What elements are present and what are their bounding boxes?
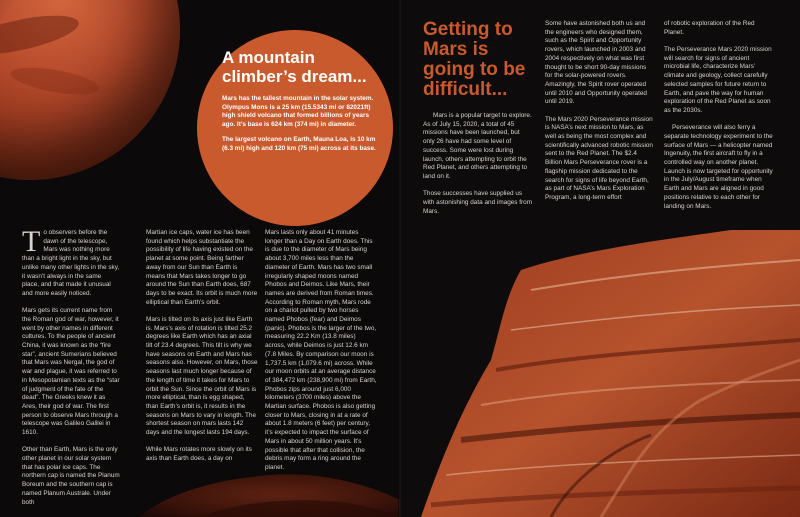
page-gutter	[398, 0, 402, 517]
body-paragraph: of robotic exploration of the Red Planet.	[664, 20, 755, 36]
mars-surface-marbled-image	[401, 230, 800, 517]
callout-title: A mountain climber’s dream...	[222, 48, 367, 86]
section-title: Getting to Mars is going to be difficult...	[423, 19, 526, 100]
drop-cap: T	[22, 225, 41, 258]
body-paragraph: Some have astonished both us and the engineers who designed them, such as the Spirit and Opportunity rovers, which launched in 2003 and 2004 respectively on what was first thought to be short 90-day missions for the solar-powered rovers. Amazingly, the Spirit rover operated until 2010 and Opportunity operated until 2019.	[545, 20, 647, 106]
body-paragraph: Mars lasts only about 41 minutes longer than a Day on Earth does. This is due to the diameter of Mars being about 3,700 miles less than the diameter of Earth. Mars has two small irregularly shaped moons named Phobos and Deimos. Like Mars, their names are derived from Roman times. According to Roman myth, Mars rode on a chariot pulled by two horses named Phobos (fear) and Deimos (panic). Phobos is the larger of the two, measuring 22.2 Km (13.8 miles) across, while Deimos is just 12.6 km (7.8 Miles. By comparison our moon is 1,737.5 km (1,079.6 mi) across. While our moon orbits at an average distance of 384,472 km (238,900 mi) from Earth, Phobos zips around just 6,000 kilometers (3700 miles) above the Martian surface. Phobos is also getting closer to Mars, closing in at a rate of about 1.8 meters (6 feet) per century, it’s expected to impact the surface of Mars in about 50 million years. It’s possible that after that collision, the debris may form a ring around the planet.	[265, 229, 377, 471]
body-paragraph: Those successes have supplied us with astonishing data and images from Mars.	[423, 190, 533, 215]
body-paragraph: Mars gets its current name from the Roman god of war, however, it went by other names in different cultures. To the people of ancient China, it was known as the “fire star”, ancient Sumerians believed that Mars was Nergal, the god of war and plague, it was referred to in Mesopotamian texts as the “star of judgment of the fate of the dead”. The Greeks knew it as Ares, their god of war. The first person to observe Mars through a telescope was Galileo Galilei in 1610.	[22, 307, 120, 437]
mars-planet-image	[0, 0, 180, 180]
body-paragraph: Other than Earth, Mars is the only other planet in our solar system that has polar ice caps. The northern cap is named the Planum Boreum and the southern cap is named Planum Australe. Under both	[22, 446, 120, 506]
body-paragraph: Martian ice caps, water ice has been found which helps substantiate the possibility of life having existed on the planet at some point. Being farther away from our Sun than Earth is means that Mars takes longer to go around the Sun than Earth does, 687 days to be exact. Its orbit is much more elliptical than Earth’s orbit.	[146, 229, 258, 306]
right-column-3	[664, 20, 776, 220]
left-column-1	[22, 225, 120, 516]
body-paragraph: The Mars 2020 Perseverance mission is NASA’s next mission to Mars, as well as being the most complex and scientifically advanced robotic mission sent to the Red Planet. The $2.4 Billion Mars Perseverance rover is a flagship mission dedicated to the search for signs of life beyond Earth, as part of NASA’s Mars Exploration Program, a long-term effort	[545, 115, 653, 201]
callout-body	[222, 95, 380, 161]
left-column-2	[146, 229, 258, 472]
body-paragraph: The Perseverance Mars 2020 mission will search for signs of ancient microbial life, characterize Mars’ climate and geology, collect carefully selected samples for future return to Earth, and pave the way for human exploration of the Red Planet as soon as the 2030s.	[664, 46, 772, 114]
right-column-2	[545, 20, 655, 211]
callout-paragraph: Mars has the tallest mountain in the solar system. Olympus Mons is a 25 km (15.5343 mi or 82021ft) high shield volcano that formed billions of years ago. It’s base is 624 km (374 mi) in diameter.	[222, 95, 374, 128]
right-column-1	[423, 112, 533, 225]
body-paragraph: Perseverance will also ferry a separate technology experiment to the surface of Mars — a helicopter named Ingenuity, the first aircraft to fly in a controlled way on another planet. Launch is now targeted for opportunity in the July/August timeframe when Earth and Mars are aligned in good positions relative to each other for landing on Mars.	[664, 124, 773, 210]
left-column-3	[265, 229, 377, 481]
body-paragraph: While Mars rotates more slowly on its axis than Earth does, a day on	[146, 446, 252, 463]
body-paragraph: Mars is a popular target to explore. As of July 15, 2020, a total of 45 missions have been launched, but only 26 have had some level of success. Some were lost during launch, others attempting to orbit the Red Planet, and others attempting to land on it.	[423, 112, 532, 180]
body-paragraph: Mars is tilted on its axis just like Earth is. Mars’s axis of rotation is tilted 25.2 degrees like Earth which has an axial tilt of 23.4 degrees. This tilt is why we have seasons on Earth and Mars has seasons also. However, on Mars, those seasons last much longer because of the length of time it takes for Mars to orbit the Sun. Since the orbit of Mars is more elliptical, than is egg shaped, than Earth’s orbit is, it results in the seasons on Mars to vary in length. The shortest season on mars lasts 142 days and the longest lasts 194 days.	[146, 315, 258, 437]
callout-paragraph: The largest volcano on Earth, Mauna Loa, is 10 km (6.3 mi) high and 120 km (75 mi) across at its base.	[222, 136, 376, 152]
body-text: o observers before the dawn of the telescope, Mars was nothing more than a bright light in the sky, but unlike many other lights in the sky, it wasn’t always in the same place, and that made it unusual and more easily noticed.	[22, 229, 120, 297]
opening-paragraph	[22, 225, 120, 299]
